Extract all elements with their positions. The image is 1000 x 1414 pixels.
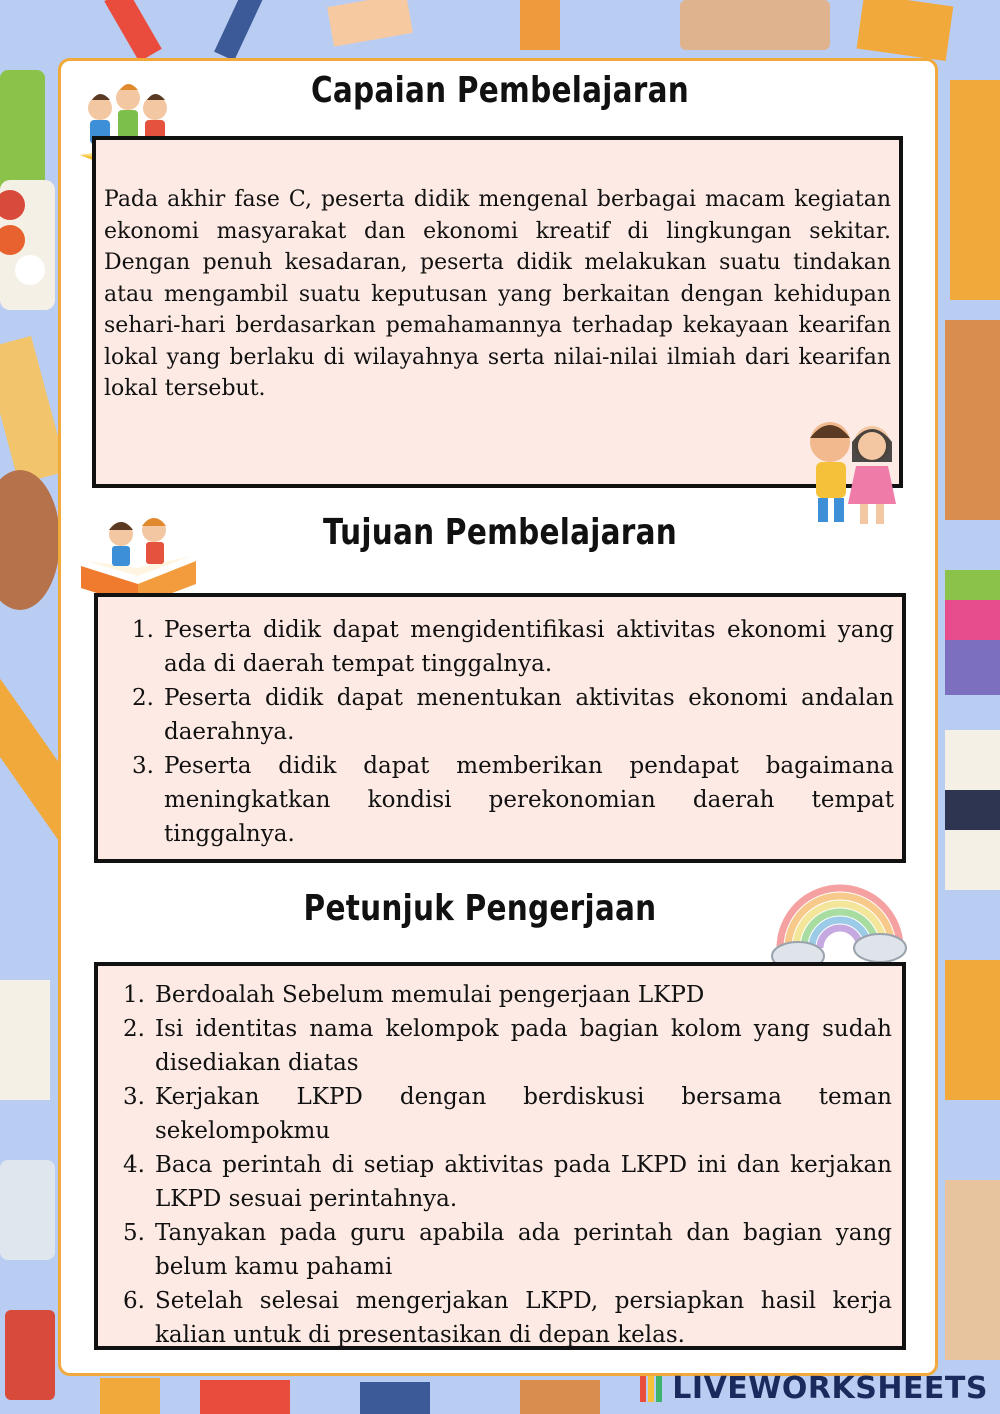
rainbow-clouds-illustration <box>770 858 910 978</box>
petunjuk-list <box>123 978 892 1352</box>
list-item: 6. Setelah selesai mengerjakan LKPD, persiapkan hasil kerja kalian untuk di presentasikan di depan kelas. <box>123 1288 892 1348</box>
capaian-text: Pada akhir fase C, peserta didik mengenal berbagai macam kegiatan ekonomi masyarakat dan ekonomi kreatif di lingkungan sekitar. Dengan penuh kesadaran, peserta didik melakukan suatu tindakan atau mengambil suatu keputusan yang berkaitan dengan kehidupan sehari-hari berdasarkan pemahamannya terhadap kekayaan kearifan lokal yang berlaku di wilayahnya serta nilai-nilai ilmiah dari kearifan lokal tersebut. <box>104 187 891 401</box>
liveworksheets-logo[interactable] <box>640 1371 988 1406</box>
list-item: 4. Baca perintah di setiap aktivitas pada LKPD ini dan kerjakan LKPD sesuai perintahnya. <box>123 1152 892 1212</box>
petunjuk-heading: Petunjuk Pengerjaan <box>303 888 657 929</box>
liveworksheets-text: LIVEWORKSHEETS <box>672 1371 988 1406</box>
tujuan-box <box>94 593 906 863</box>
petunjuk-box <box>94 962 906 1350</box>
list-item: 1. Peserta didik dapat mengidentifikasi aktivitas ekonomi yang ada di daerah tempat tinggalnya. <box>132 617 894 677</box>
list-item: 2. Isi identitas nama kelompok pada bagian kolom yang sudah disediakan diatas <box>123 1016 892 1076</box>
tujuan-heading: Tujuan Pembelajaran <box>322 512 678 553</box>
list-item: 5. Tanyakan pada guru apabila ada perintah dan bagian yang belum kamu pahami <box>123 1220 892 1280</box>
tujuan-list <box>132 613 894 851</box>
liveworksheets-icon <box>640 1374 666 1404</box>
list-item: 3. Kerjakan LKPD dengan berdiskusi bersama teman sekelompokmu <box>123 1084 892 1144</box>
list-item: 2. Peserta didik dapat menentukan aktivitas ekonomi andalan daerahnya. <box>132 685 894 745</box>
list-item: 3. Peserta didik dapat memberikan pendapat bagaimana meningkatkan kondisi perekonomian daerah tempat tinggalnya. <box>132 753 894 847</box>
capaian-box <box>92 136 903 488</box>
capaian-heading: Capaian Pembelajaran <box>310 70 690 111</box>
list-item: 1. Berdoalah Sebelum memulai pengerjaan LKPD <box>123 982 705 1008</box>
